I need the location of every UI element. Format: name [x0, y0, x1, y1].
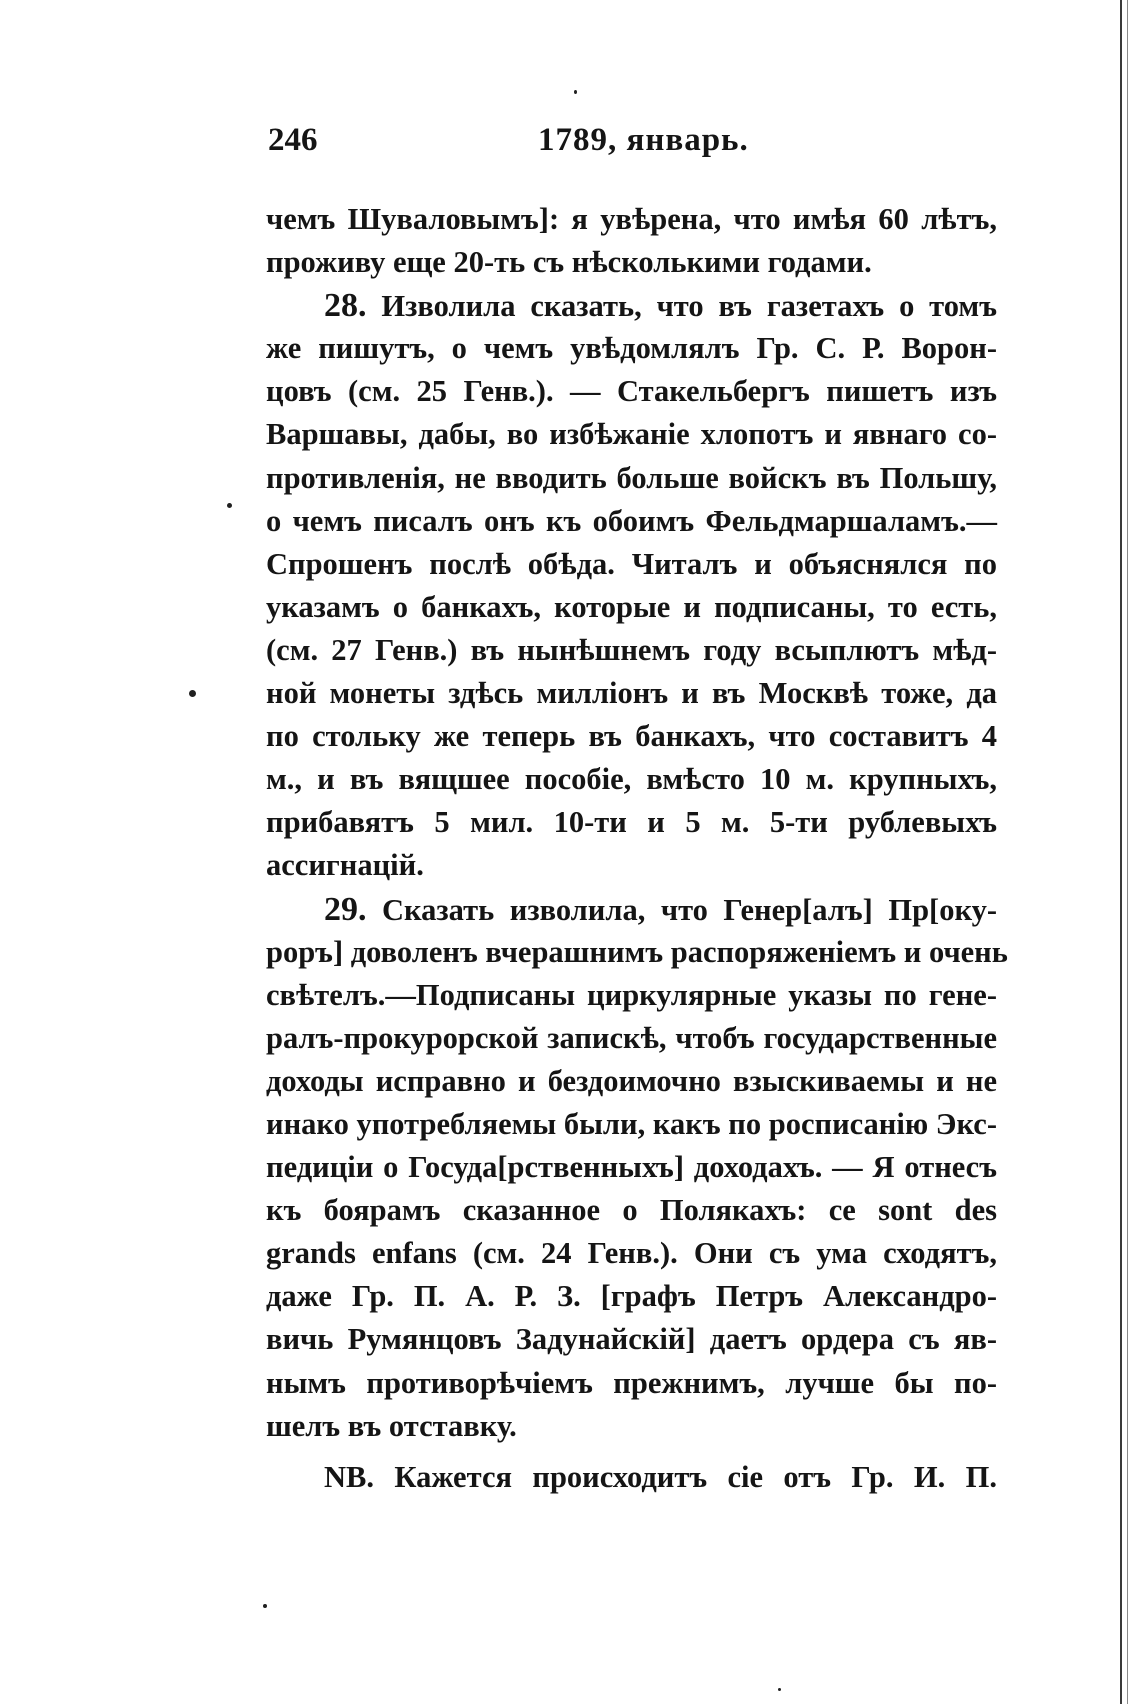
line-text: даже Гр. П. А. Р. З. [графъ Петръ Александро- [266, 1279, 997, 1314]
scan-speck [189, 690, 196, 697]
text-line [266, 844, 997, 887]
line-text: grands enfans (см. 24 Генв.). Они съ ума сходятъ, [266, 1236, 997, 1271]
line-text: о чемъ писалъ онъ къ обоимъ Фельдмаршаламъ.— [266, 503, 997, 538]
text-line [266, 629, 997, 672]
line-text: нымъ противорѣчіемъ прежнимъ, лучше бы по- [266, 1365, 997, 1400]
text-line [266, 931, 1008, 974]
text-line [266, 1189, 997, 1232]
text-line [266, 284, 997, 327]
text-line [266, 715, 997, 758]
line-text: NB. Кажется происходитъ сіе отъ Гр. И. П. [324, 1459, 997, 1494]
page-edge-line [1120, 0, 1122, 1704]
line-text: противленія, не вводить больше войскъ въ Польшу, [266, 460, 997, 495]
text-line [266, 413, 997, 456]
line-text: указамъ о банкахъ, которые и подписаны, то есть, [266, 589, 997, 624]
line-text: чемъ Шуваловымъ]: я увѣрена, что имѣя 60 лѣтъ, [266, 202, 997, 236]
text-line [266, 1456, 997, 1499]
line-text: вичь Румянцовъ Задунайскій] даетъ ордера съ яв- [266, 1322, 997, 1357]
text-line [266, 1318, 997, 1361]
line-text: педиціи о Госуда[рственныхъ] доходахъ. — Я отнесъ [266, 1150, 997, 1185]
scan-speck [263, 1604, 267, 1608]
entry-number: 29. [324, 890, 367, 928]
entry-number: 28. [324, 287, 367, 325]
text-line [266, 327, 997, 370]
text-line [266, 672, 997, 715]
text-line [266, 1405, 997, 1448]
line-text: же пишутъ, о чемъ увѣдомлялъ Гр. С. Р. Ворон- [266, 331, 997, 366]
page-edge-line [1127, 0, 1128, 1704]
text-line [266, 1146, 997, 1189]
line-text: доходы исправно и бездоимочно взыскиваемы и не [266, 1063, 997, 1098]
text-line [266, 1232, 997, 1275]
text-line [266, 1275, 997, 1318]
text-line [266, 500, 997, 543]
text-line [266, 888, 997, 931]
text-line [266, 801, 997, 844]
line-text: по стольку же теперь въ банкахъ, что составитъ 4 [266, 719, 997, 754]
line-text: шелъ въ отставку. [266, 1408, 517, 1443]
text-line [266, 1103, 997, 1146]
line-text: цовъ (см. 25 Генв.). — Стакельбергъ пишетъ изъ [266, 374, 997, 409]
line-text: ассигнацій. [266, 848, 424, 883]
line-text: Варшавы, дабы, во избѣжаніе хлопотъ и явнаго со- [266, 417, 997, 452]
text-line [266, 457, 997, 500]
page-header [268, 122, 998, 162]
line-text: ной монеты здѣсь милліонъ и въ Москвѣ тоже, да [266, 676, 997, 711]
text-line [266, 1362, 997, 1405]
line-text: Изволила сказать, что въ газетахъ о томъ [366, 289, 997, 324]
text-line [266, 543, 997, 586]
scan-speck [778, 1688, 781, 1691]
text-line [266, 1017, 997, 1060]
line-text: (см. 27 Генв.) въ нынѣшнемъ году всыплютъ мѣд- [266, 632, 997, 667]
running-head: 1789, январь. [538, 122, 749, 158]
line-text: м., и въ вящшее пособіе, вмѣсто 10 м. крупныхъ, [266, 762, 997, 797]
line-text: Спрошенъ послѣ обѣда. Читалъ и объяснялся по [266, 546, 997, 581]
line-text: свѣтелъ.—Подписаны циркулярные указы по гене- [266, 977, 997, 1012]
line-text: прибавятъ 5 мил. 10-ти и 5 м. 5-ти рублевыхъ [266, 805, 997, 840]
page-number: 246 [268, 122, 318, 158]
text-line [266, 758, 997, 801]
body-text [266, 198, 1008, 1499]
line-text: къ боярамъ сказанное о Полякахъ: ce sont des [266, 1193, 997, 1228]
scan-speck [227, 503, 232, 508]
text-line [266, 370, 997, 413]
text-line [266, 241, 997, 284]
text-line [266, 974, 997, 1017]
line-text: инако употребляемы были, какъ по росписанію Экс- [266, 1106, 997, 1141]
text-line [266, 1060, 997, 1103]
scan-speck [574, 90, 577, 94]
line-text: Сказать изволила, что Генер[алъ] Пр[оку- [366, 892, 997, 927]
line-text: проживу еще 20-ть съ нѣсколькими годами. [266, 245, 872, 280]
line-text: ралъ-прокурорской запискѣ, чтобъ государственные [266, 1020, 997, 1055]
line-text: роръ] доволенъ вчерашнимъ распоряженіемъ и очень [266, 934, 1008, 969]
text-line [266, 198, 997, 241]
text-line [266, 586, 997, 629]
